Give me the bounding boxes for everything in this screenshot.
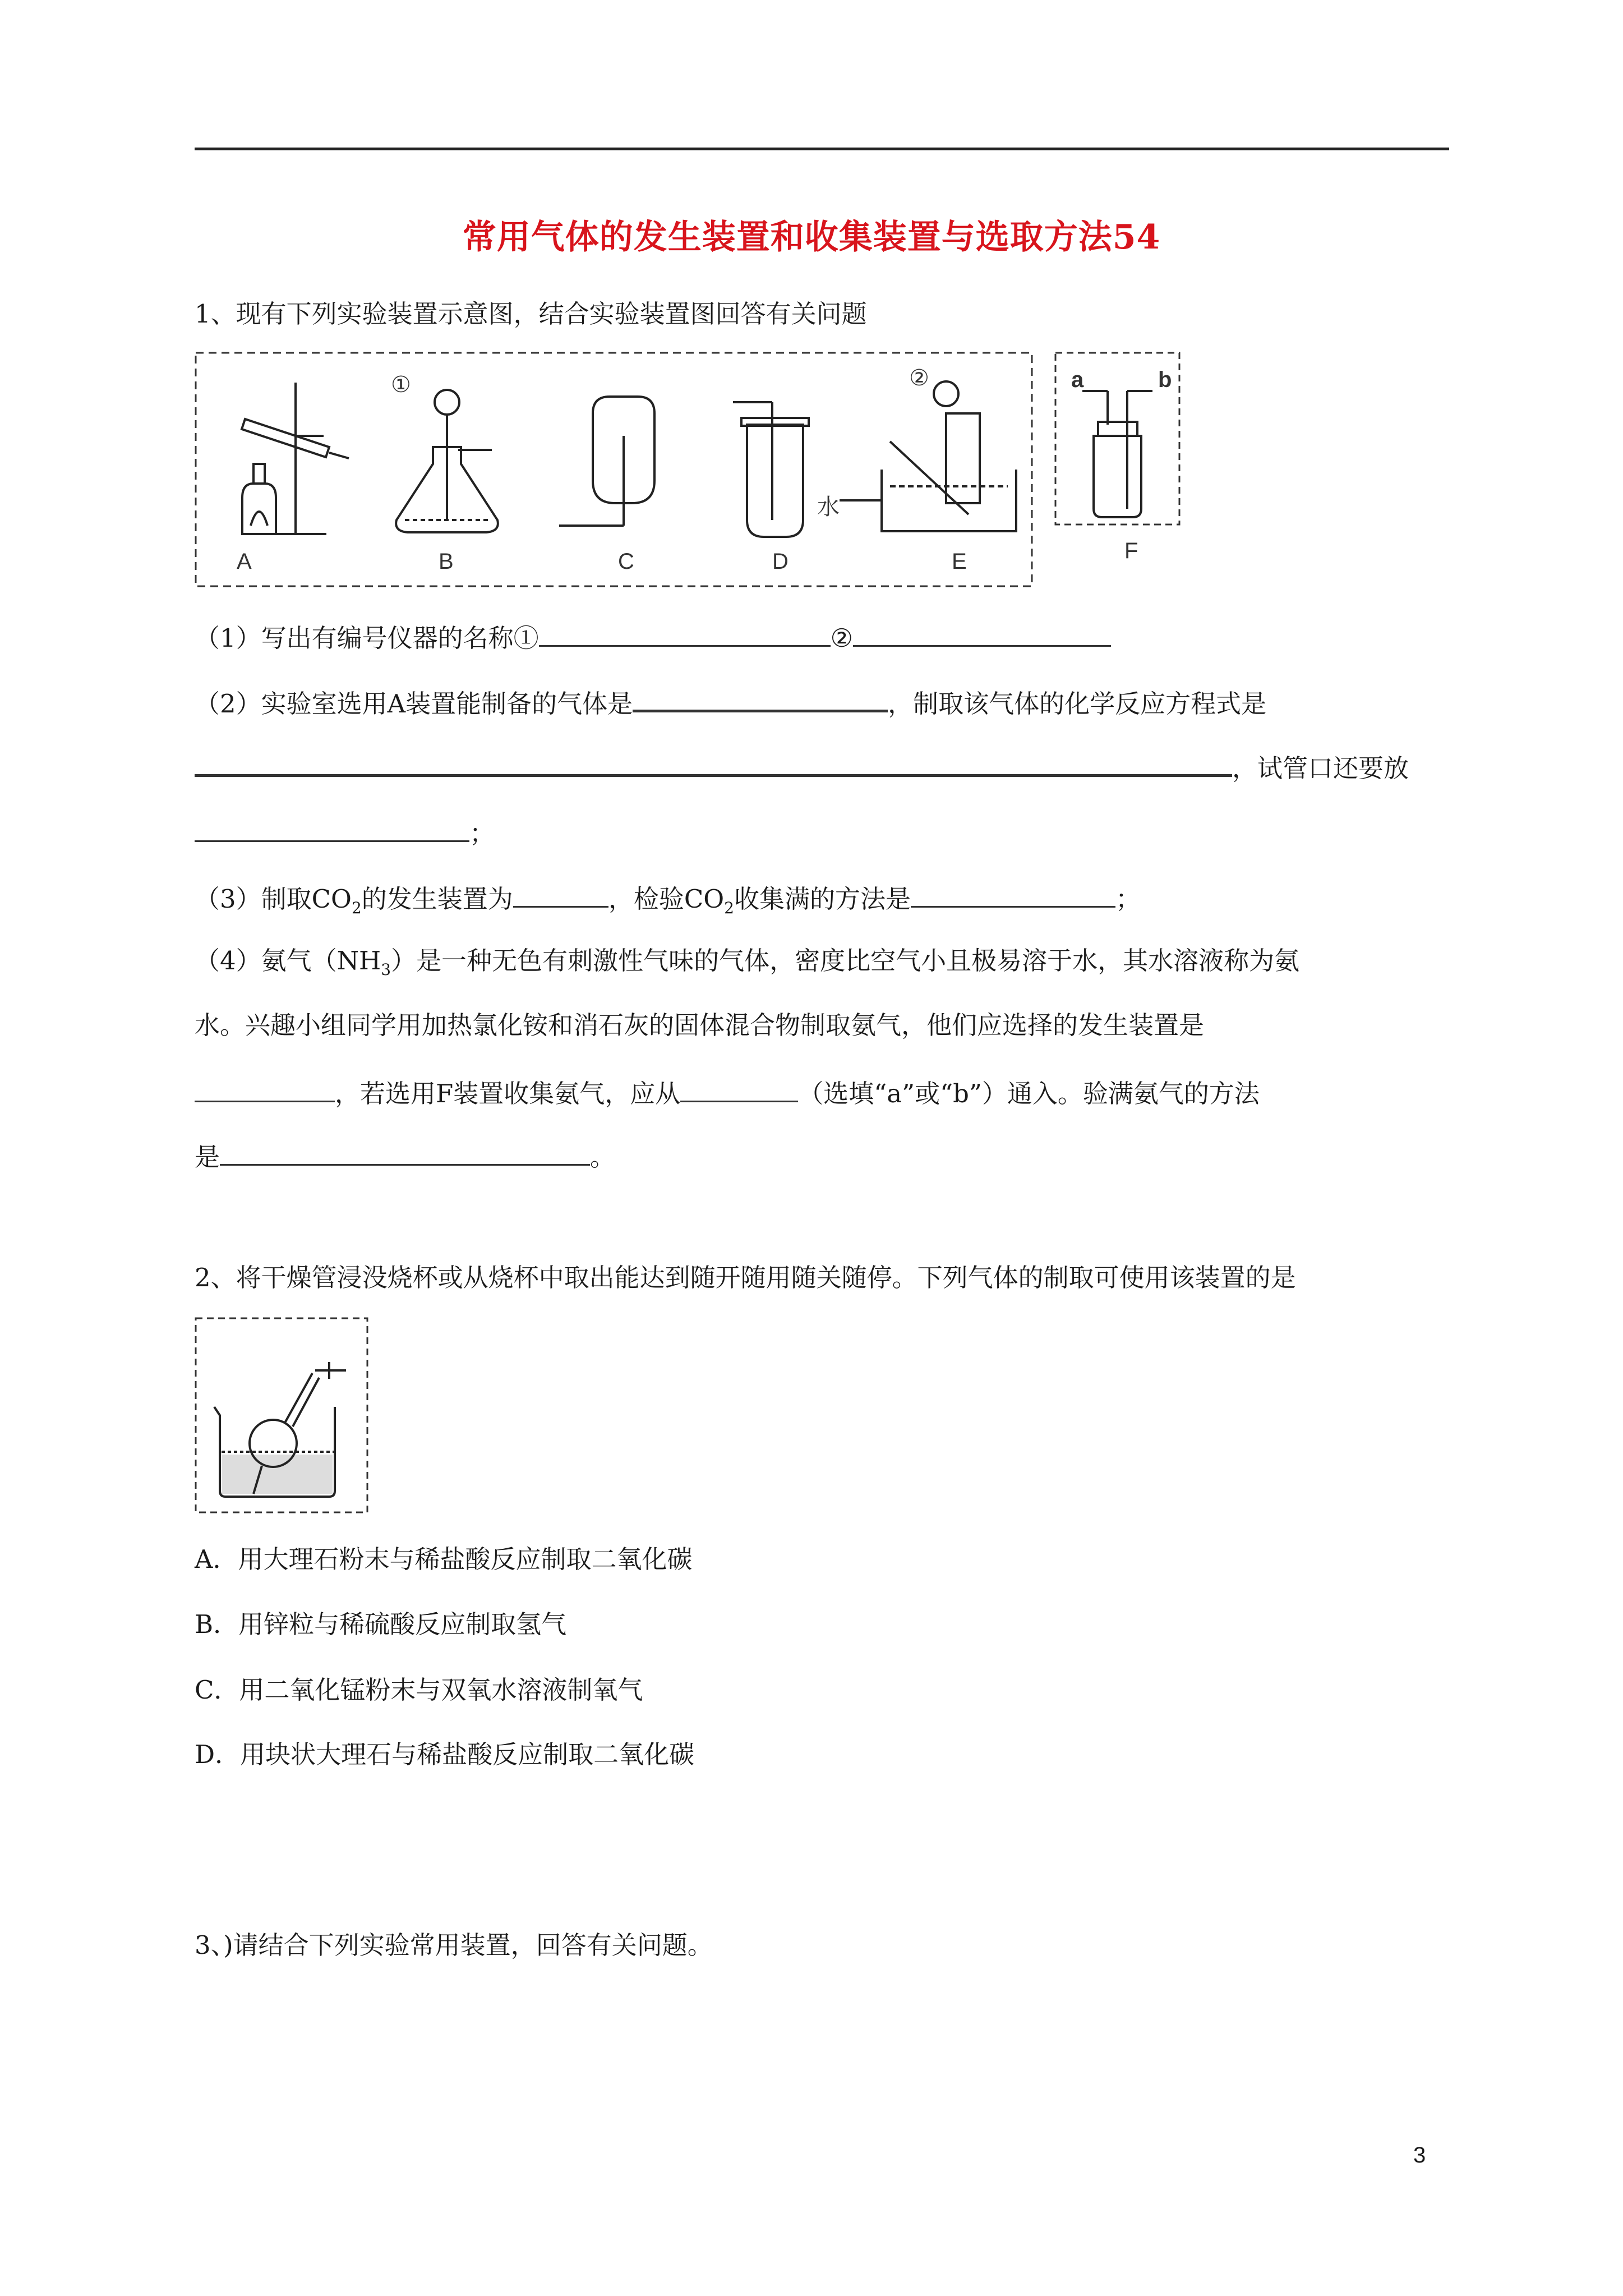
q1-stem: 1、现有下列实验装置示意图，结合实验装置图回答有关问题: [195, 299, 867, 329]
answer-blank-6[interactable]: [513, 884, 608, 908]
page-number: 3: [1413, 2143, 1426, 2168]
marker-2: ②: [909, 366, 929, 390]
apparatus-e: [840, 381, 1016, 531]
answer-blank-1[interactable]: [539, 623, 831, 647]
q1-part4: （4）氨气$(NH_3)$是一种无色有刺激性气味的气体，密度比空气小且极易溶于水，其水溶液称为氨: [195, 946, 1300, 979]
answer-blank-7[interactable]: [911, 884, 1115, 908]
page-title: 常用气体的发生装置和收集装置与选取方法54: [462, 218, 1161, 257]
q3-stem: 3、)请结合下列实验常用装置，回答有关问题。: [195, 1930, 713, 1960]
label-d: D: [772, 549, 789, 574]
q2-dryer-beaker-figure: [195, 1317, 368, 1513]
label-e: E: [952, 549, 967, 574]
label-b: B: [439, 549, 454, 574]
apparatus-diagram: [195, 352, 1033, 587]
q2-option-c[interactable]: C．用二氧化锰粉末与双氧水溶液制氧气: [195, 1675, 643, 1705]
answer-blank-10[interactable]: [220, 1142, 590, 1166]
label-f: F: [1124, 539, 1138, 563]
answer-blank-5[interactable]: [195, 818, 469, 842]
header-rule: [195, 148, 1449, 150]
port-a-label: a: [1071, 367, 1084, 392]
q2-option-d[interactable]: D．用块状大理石与稀盐酸反应制取二氧化碳: [195, 1740, 695, 1769]
marker-1: ①: [391, 372, 411, 397]
q1-part2-cont: ，试管口还要放: [195, 752, 1409, 781]
label-c: C: [618, 549, 634, 574]
q1-part4-line3: ，若选用F装置收集氨气，应从 （选填“a”或“b”）通入。验满氨气的方法: [195, 1078, 1260, 1106]
q1-part2: （2）实验室选用A装置能制备的气体是 ，制取该气体的化学反应方程式是: [195, 687, 1266, 716]
apparatus-a: [242, 383, 349, 534]
q1-apparatus-figure: [195, 352, 1033, 587]
answer-blank-3[interactable]: [633, 687, 888, 712]
label-a: A: [237, 549, 252, 574]
answer-blank-9[interactable]: [680, 1078, 798, 1102]
apparatus-d: [733, 402, 809, 537]
port-b-label: b: [1158, 367, 1172, 392]
q2-stem: 2、将干燥管浸没烧杯或从烧杯中取出能达到随开随用随关随停。下列气体的制取可使用该装置的是: [195, 1263, 1296, 1292]
apparatus-c: [559, 397, 654, 526]
q2-option-b[interactable]: B．用锌粒与稀硫酸反应制取氢气: [195, 1609, 567, 1639]
answer-blank-2[interactable]: [853, 623, 1111, 647]
q1-part1: （1）写出有编号仪器的名称① ②: [195, 623, 1111, 651]
q1-apparatus-f-figure: [1054, 352, 1181, 526]
q1-part4-line2: 水。兴趣小组同学用加热氯化铵和消石灰的固体混合物制取氨气，他们应选择的发生装置是: [195, 1010, 1205, 1040]
answer-blank-4[interactable]: [195, 752, 1232, 777]
answer-blank-8[interactable]: [195, 1078, 335, 1102]
dryer-beaker-diagram: [195, 1317, 368, 1513]
q1-part3: （3）制取$CO_2$的发生装置为 ，检验$CO_2$收集满的方法是 ；: [195, 884, 1141, 917]
q1-part4-line4: 是 。: [195, 1142, 616, 1172]
apparatus-b: [396, 390, 498, 532]
q2-option-a[interactable]: A．用大理石粉末与稀盐酸反应制取二氧化碳: [195, 1544, 693, 1574]
q1-part2-end: ；: [195, 818, 495, 846]
water-label: 水: [817, 495, 840, 519]
